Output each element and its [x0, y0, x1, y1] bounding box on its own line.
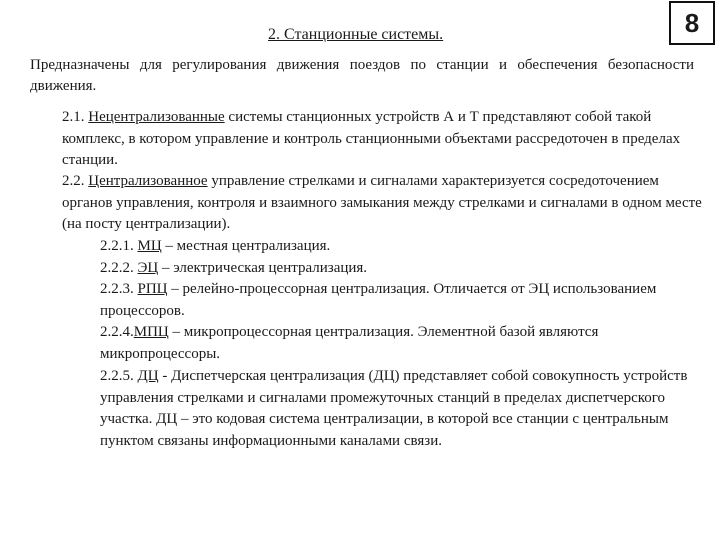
section-2-2-3-number: 2.2.3. — [100, 281, 134, 297]
section-2-1 — [62, 107, 702, 172]
section-2-2 — [62, 171, 702, 236]
section-2-2-4-text: – микропроцессорная централизация. Элементной базой являются микропроцессоры. — [100, 324, 599, 362]
section-2-2-1-number: 2.2.1. — [100, 238, 134, 254]
section-2-2-term: Централизованное — [88, 173, 208, 189]
section-2-2-4 — [100, 322, 700, 365]
section-2-2-2-text: – электрическая централизация. — [162, 260, 368, 276]
section-2-2-4-number: 2.2.4. — [100, 324, 134, 340]
intro-paragraph: Предназначены для регулирования движения поездов по станции и обеспечения безопасности движения. — [30, 57, 694, 94]
page-number: 8 — [684, 7, 700, 38]
section-2-2-5 — [100, 366, 700, 452]
section-2-2-5-term: ДЦ — [137, 368, 159, 384]
section-2-2-3 — [100, 279, 700, 322]
section-2-2-1-text: – местная централизация. — [165, 238, 331, 254]
section-2-1-number: 2.1. — [62, 109, 85, 125]
section-2-2-4-term: МПЦ — [133, 324, 169, 340]
section-2-2-2 — [100, 258, 700, 280]
section-2-2-2-term: ЭЦ — [137, 260, 159, 276]
section-2-2-5-text: - Диспетчерская централизация (ДЦ) представляет собой совокупность устройств управления стрелками и сигналами промежуточных станций в пределах диспетчерского участка. ДЦ – это кодовая система централизации, в которой все станции с центральным пунктом связаны информационными каналами связи. — [100, 368, 688, 449]
section-2-2-2-number: 2.2.2. — [100, 260, 134, 276]
section-2-2-1 — [100, 236, 700, 258]
slide-title: 2. Станционные системы. — [268, 26, 444, 43]
section-2-2-3-text: – релейно-процессорная централизация. Отличается от ЭЦ использованием процессоров. — [100, 281, 657, 319]
section-2-2-1-term: МЦ — [137, 238, 162, 254]
section-2-1-term: Нецентрализованные — [88, 109, 225, 125]
section-2-2-number: 2.2. — [62, 173, 85, 189]
section-2-2-5-number: 2.2.5. — [100, 368, 134, 384]
section-2-1-text: системы станционных устройств А и Т представляют собой такой комплекс, в котором управление и контроль станционными объектами рассредоточен в пределах станции. — [62, 109, 681, 169]
section-2-2-3-term: РПЦ — [137, 281, 168, 297]
section-2-2-text: управление стрелками и сигналами характеризуется сосредоточением органов управления, контроля и взаимного замыкания между стрелками и сигналами в одном месте (на посту централизации). — [62, 173, 702, 233]
page-number-box — [669, 1, 715, 45]
